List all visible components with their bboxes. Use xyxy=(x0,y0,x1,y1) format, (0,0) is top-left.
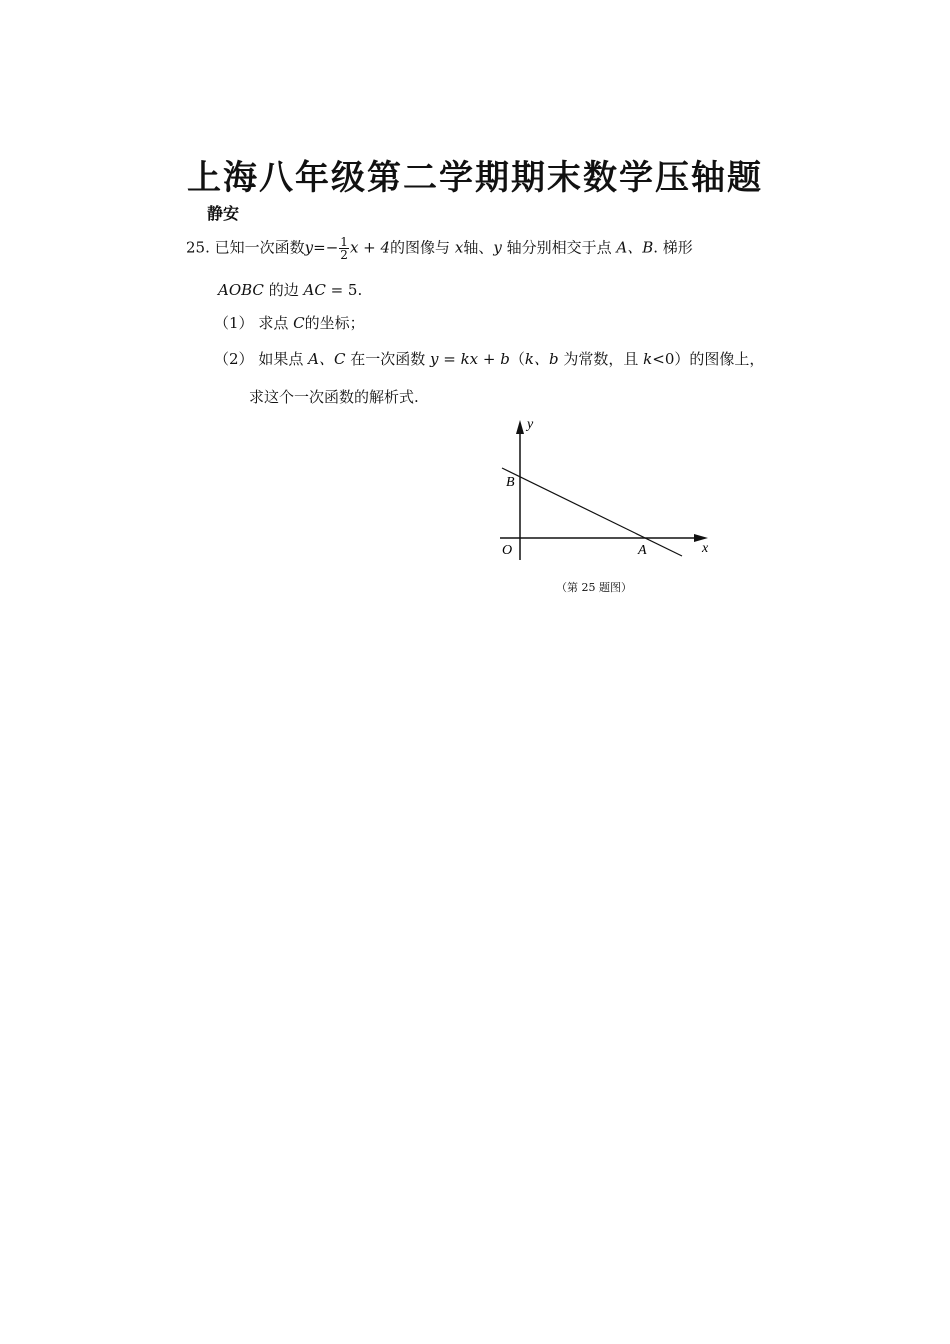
text-segment: 在一次函数 xyxy=(350,350,426,368)
constants-kb: k、b xyxy=(524,350,559,368)
y-axis-label: y xyxy=(527,417,534,432)
equation-lhs: y xyxy=(304,238,314,257)
equation-minus: − xyxy=(325,238,339,257)
text-segment: （ xyxy=(509,350,525,368)
point-c: C xyxy=(293,314,305,332)
text-segment: 如果点 xyxy=(258,350,304,368)
problem-number: 25. xyxy=(186,238,210,257)
region-label: 静安 xyxy=(207,204,240,223)
text-segment: 的边 xyxy=(268,281,299,299)
fraction-numerator: 1 xyxy=(340,235,348,249)
equation-2: y = kx + b xyxy=(430,350,510,368)
equation-eq: = xyxy=(313,238,326,257)
segment-ac: AC xyxy=(303,281,326,299)
origin-label: O xyxy=(502,543,513,558)
text-segment: = 5. xyxy=(330,281,363,299)
text-segment: 轴、 xyxy=(463,238,494,257)
text-segment: . 梯形 xyxy=(653,238,693,257)
text-segment: 的图像与 xyxy=(390,238,451,257)
trapezoid-name: AOBC xyxy=(218,281,264,299)
y-axis-arrow xyxy=(516,420,524,434)
equation-rest: x + 4 xyxy=(349,238,391,257)
x-variable: x xyxy=(454,238,464,257)
question-number: （2） xyxy=(214,350,254,368)
points-ac: A、C xyxy=(308,350,346,368)
point-a-label: A xyxy=(638,543,647,558)
text-segment: 为常数，且 xyxy=(563,350,639,368)
fraction-denominator: 2 xyxy=(340,248,348,262)
text-segment: 轴分别相交于点 xyxy=(506,238,612,257)
x-axis-label: x xyxy=(702,541,709,556)
constant-k: k xyxy=(643,350,653,368)
question-2-line-2: 求这个一次函数的解析式. xyxy=(249,388,419,406)
y-variable: y xyxy=(493,238,502,257)
points-ab: A、B xyxy=(616,238,654,257)
figure-caption: （第 25 题图） xyxy=(556,581,632,594)
text-segment: 求点 xyxy=(258,314,289,332)
point-b-label: B xyxy=(506,475,515,490)
text-segment: 已知一次函数 xyxy=(214,238,305,257)
text-segment: <0）的图像上， xyxy=(652,350,765,368)
function-line xyxy=(502,468,682,556)
text-segment: 的坐标； xyxy=(304,314,365,332)
page-title: 上海八年级第二学期期末数学压轴题 xyxy=(187,158,763,198)
question-number: （1） xyxy=(214,314,254,332)
